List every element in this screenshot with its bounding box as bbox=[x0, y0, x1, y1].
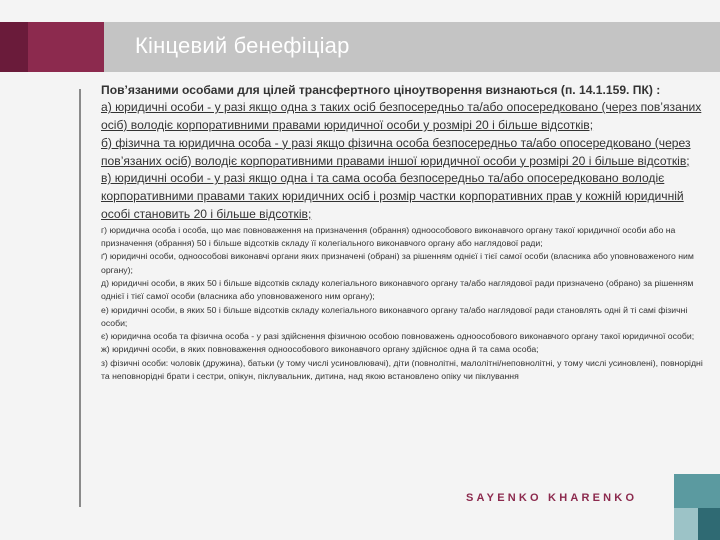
corner-decoration bbox=[674, 474, 720, 508]
list-item-gh: ґ) юридичні особи, одноособові виконавчі органи яких призначені (обрані) за рішенням однієї і тієї самої особи (власника або уповноваженого ним органу); bbox=[101, 251, 694, 275]
vertical-divider bbox=[79, 89, 81, 507]
list-item-d: д) юридичні особи, в яких 50 і більше відсотків складу колегіального виконавчого органу та/або наглядової ради призначено (обрано) за рішенням однієї і тієї самої особи (власника або уповноваженого ним органу); bbox=[101, 277, 694, 302]
corner-decoration-light bbox=[674, 508, 698, 540]
list-item-e: е) юридичні особи, в яких 50 і більше відсотків складу колегіального виконавчого органу та/або наглядової ради становлять одні й ті самі фізичні особи; bbox=[101, 304, 688, 328]
slide-content bbox=[101, 81, 705, 383]
list-item-zh: ж) юридичні особи, в яких повноваження одноособового виконавчого органу здійснює одна й та сама особа; bbox=[101, 344, 539, 355]
intro-text: Пов’язаними особами для цілей трансфертного ціноутворення визнаються (п. 14.1.159. ПК) : bbox=[101, 83, 661, 97]
list-item-a: а) юридичні особи - у разі якщо одна з таких осіб безпосередньо та/або опосередковано (через пов’язаних осіб) володіє корпоративними правами юридичної особи у розмірі 20 і більше відсотків; bbox=[101, 100, 702, 132]
slide-title: Кінцевий бенефіціар bbox=[135, 33, 350, 58]
list-item-g: г) юридична особа і особа, що має повноваження на призначення (обрання) одноособового виконавчого органу такої юридичної особи або на призначення (обрання) 50 і більше відсотків складу її колегіального виконавчого органу або наглядової ради; bbox=[101, 224, 676, 249]
header-accent bbox=[28, 22, 104, 72]
list-item-v: в) юридичні особи - у разі якщо одна і та сама особа безпосередньо та/або опосередковано володіє корпоративними правами таких юридичних осіб і розмір частки корпоративних прав у кожній юридичній особі становить 20 і більше відсотків; bbox=[101, 171, 684, 221]
header-accent-dark bbox=[0, 22, 28, 72]
list-item-ye: є) юридична особа та фізична особа - у разі здійснення фізичною особою повноважень одноособового виконавчого органу такої юридичної особи; bbox=[101, 331, 695, 342]
corner-decoration-dark bbox=[698, 508, 720, 540]
list-item-z: з) фізичні особи: чоловік (дружина), батьки (у тому числі усиновлювачі), діти (повнолітні, малолітні/неповнолітні, у тому числі усиновлені), повнорідні та неповнорідні брати і сестри, опікун, піклувальник, дитина, над якою встановлено опіку чи піклування bbox=[101, 357, 703, 382]
header-band bbox=[0, 22, 720, 72]
list-item-b: б) фізична та юридична особа - у разі якщо фізична особа безпосередньо та/або опосередковано (через пов’язаних осіб) володіє корпоративними правами іншої юридичної особи у розмірі 20 і більше відсотків; bbox=[101, 135, 691, 168]
brand-logo: SAYENKO KHARENKO bbox=[466, 492, 638, 504]
